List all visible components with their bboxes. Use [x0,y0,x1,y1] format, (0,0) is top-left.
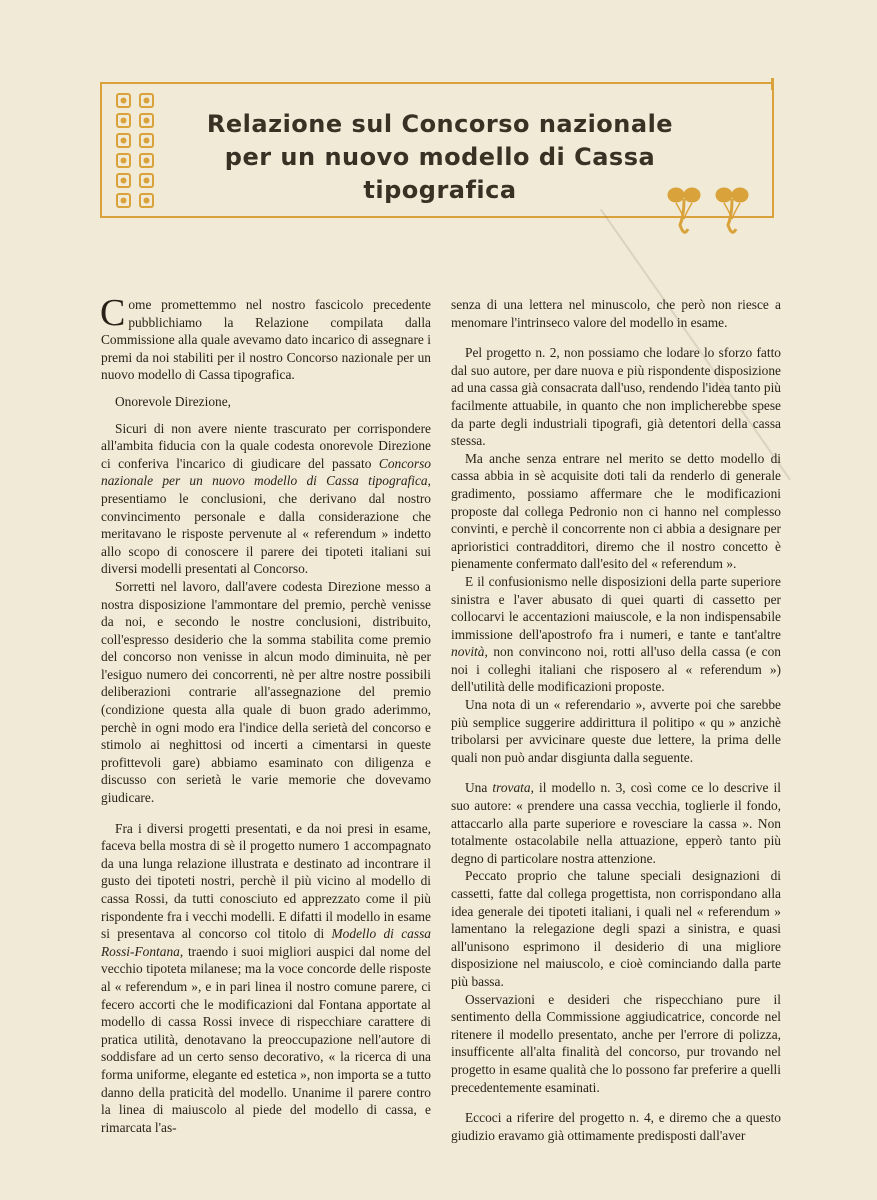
page-title [190,108,690,207]
paragraph: Eccoci a riferire del progetto n. 4, e diremo che a questo giudizio eravamo già ottimamente predisposti dall'aver [451,1110,781,1143]
intro-paragraph: Come promettemmo nel nostro fascicolo precedente pubblichiamo la Relazione compilata dalla Commissione alla quale avevamo dato incarico di assegnare i premi da noi stabiliti per il nostro Concorso nazionale per un nuovo modello di Cassa tipografica. [100,292,431,383]
left-column [100,292,431,1136]
paragraph: Sorretti nel lavoro, dall'avere codesta Direzione messo a nostra disposizione l'ammontare del premio, perchè venisse da noi, e secondo le nostre conclusioni, distribuito, coll'espresso desiderio che la somma stabilita come premio del concorso non venisse in alcun modo diminuita, nè per l'esiguo numero dei concorrenti, nè per altre nostre possibili deliberazioni contrarie all'assegnazione del premio (condizione questa alla quale di buon grado aderimmo, perchè in ogni modo era l'indice della serietà del concorso e stimolo ai neghittosi od incerti a cimentarsi in queste profittevoli gare) abbiamo esaminato con diligenza e discusso con serietà le varie memorie che dovevamo giudicare. [101,578,431,806]
drop-cap: C [100,292,126,334]
paragraph: Peccato proprio che talune speciali designazioni di cassetti, fatte dal collega progettista, non corrispondano alla idea generale dei tipoteti italiani, i quali nel « referendum » lamentano la relegazione degli spazi a sinistra, e quasi all'unisono esprimono il desiderio di una migliore disposizione nel maiuscolo, e cioè cominciando dalla parte più bassa. [451,868,781,989]
floral-ornament-icon [664,185,756,243]
paragraph: Una trovata, il modello n. 3, così come ce lo descrive il suo autore: « prendere una cassa vecchia, toglierle il fondo, attaccarlo alla parte superiore e rovesciare la cassa ». Non totalmente ostacolabile nella attuazione, epperò tanto più degno di particolare nostra attenzione. [451,780,781,866]
paragraph: Pel progetto n. 2, non possiamo che lodare lo sforzo fatto dal suo autore, per dare nuova e più rispondente disposizione ad una cassa già consacrata dall'uso, rendendo l'idea tanto più facilmente attuabile, in quanto che non implicherebbe spese da parte degli industriali tipografi, già detentori della cassa stessa. [451,345,781,449]
title-line: tipografica [363,176,517,204]
title-line: Relazione sul Concorso nazionale [206,110,674,138]
square-ornament-icon [116,93,156,211]
paragraph: Ma anche senza entrare nel merito se detto modello di cassa abbia in sè acquisite doti tali da renderlo di generale gradimento, possiamo affermare che le modificazioni proposte dal collega Pedronio non ci hanno nel complesso convinti, e perchè il concorrente non ci abbia a designare per aprioristici contradditori, diremo che il nostro concetto è pienamente confermato dall'esito del « referendum ». [451,450,781,572]
paragraph: senza di una lettera nel minuscolo, che però non riesce a menomare l'intrinseco valore del modello in esame. [451,297,781,330]
paragraph: E il confusionismo nelle disposizioni della parte superiore sinistra e l'aver abusato di quei quarti di cassetto per collocarvi le accentazioni maiuscole, e la non indispensabile immissione dell'apostrofo fra i numeri, e tante e tant'altre novità, non convincono noi, rotti all'uso della cassa (e con noi i colleghi italiani che risposero al « referendum ») dell'utilità delle modificazioni proposte. [451,573,781,695]
paragraph: Fra i diversi progetti presentati, e da noi presi in esame, faceva bella mostra di sè il progetto numero 1 accompagnato da una lunga relazione illustrata e destinato ad incontrare il gusto dei tipoteti nostri, perchè il più vicino al modello di cassa Rossi, da tutti conosciuto ed apprezzato come il più rispondente fra i vecchi modelli. E difatti il modello in esame si presentava al concorso col titolo di Modello di cassa Rossi-Fontana, traendo i suoi migliori auspici dal nome del vecchio tipoteta milanese; ma la voce concorde delle risposte al « referendum », e in pari linea il nostro comune parere, ci fecero accorti che le modificazioni dal Fontana apportate al modello di cassa Rossi invece di rispecchiare carattere di pratica utilità, denotavano la preoccupazione nell'autore di soddisfare ad un certo senso decorativo, « la ricerca di una forma uniforme, elegante ed estetica », non importa se a tutto danno della praticità del modello. Unanime il parere contro la linea di maiuscolo al piede del modello di cassa, e rimarcata l'as- [101,820,431,1135]
right-column [451,296,781,1144]
paragraph: Una nota di un « referendario », avverte poi che sarebbe più semplice suggerire addirittura il politipo « qu » anzichè tribolarsi per avvicinare queste due lettere, la prima delle quali non può andar disgiunta dalla seguente. [451,697,781,765]
frame-corner-mark [771,78,774,90]
paragraph: Sicuri di non avere niente trascurato per corrispondere all'ambita fiducia con la quale codesta onorevole Direzione ci conferiva l'incarico di giudicare del passato Concorso nazionale per un nuovo modello di Cassa tipografica, presentiamo le conclusioni, che derivano dal nostro convincimento personale e dalla considerazione che meritavano le risposte pervenute al « referendum » indetto allo scopo di conoscere il parere dei tipoteti italiani sui diversi modelli presentati al Concorso. [101,420,431,577]
paragraph: Osservazioni e desideri che rispecchiano pure il sentimento della Commissione aggiudicatrice, concorde nel ritenere il modello presentato, anche per l'errore di polizza, insufficente all'alta finalità del concorso, pur trovando nel progetto in esame qualità che lo possono far preferire a quelli precedentemente esaminati. [451,991,781,1095]
title-line: per un nuovo modello di Cassa [224,143,656,171]
salutation: Onorevole Direzione, [115,393,232,409]
